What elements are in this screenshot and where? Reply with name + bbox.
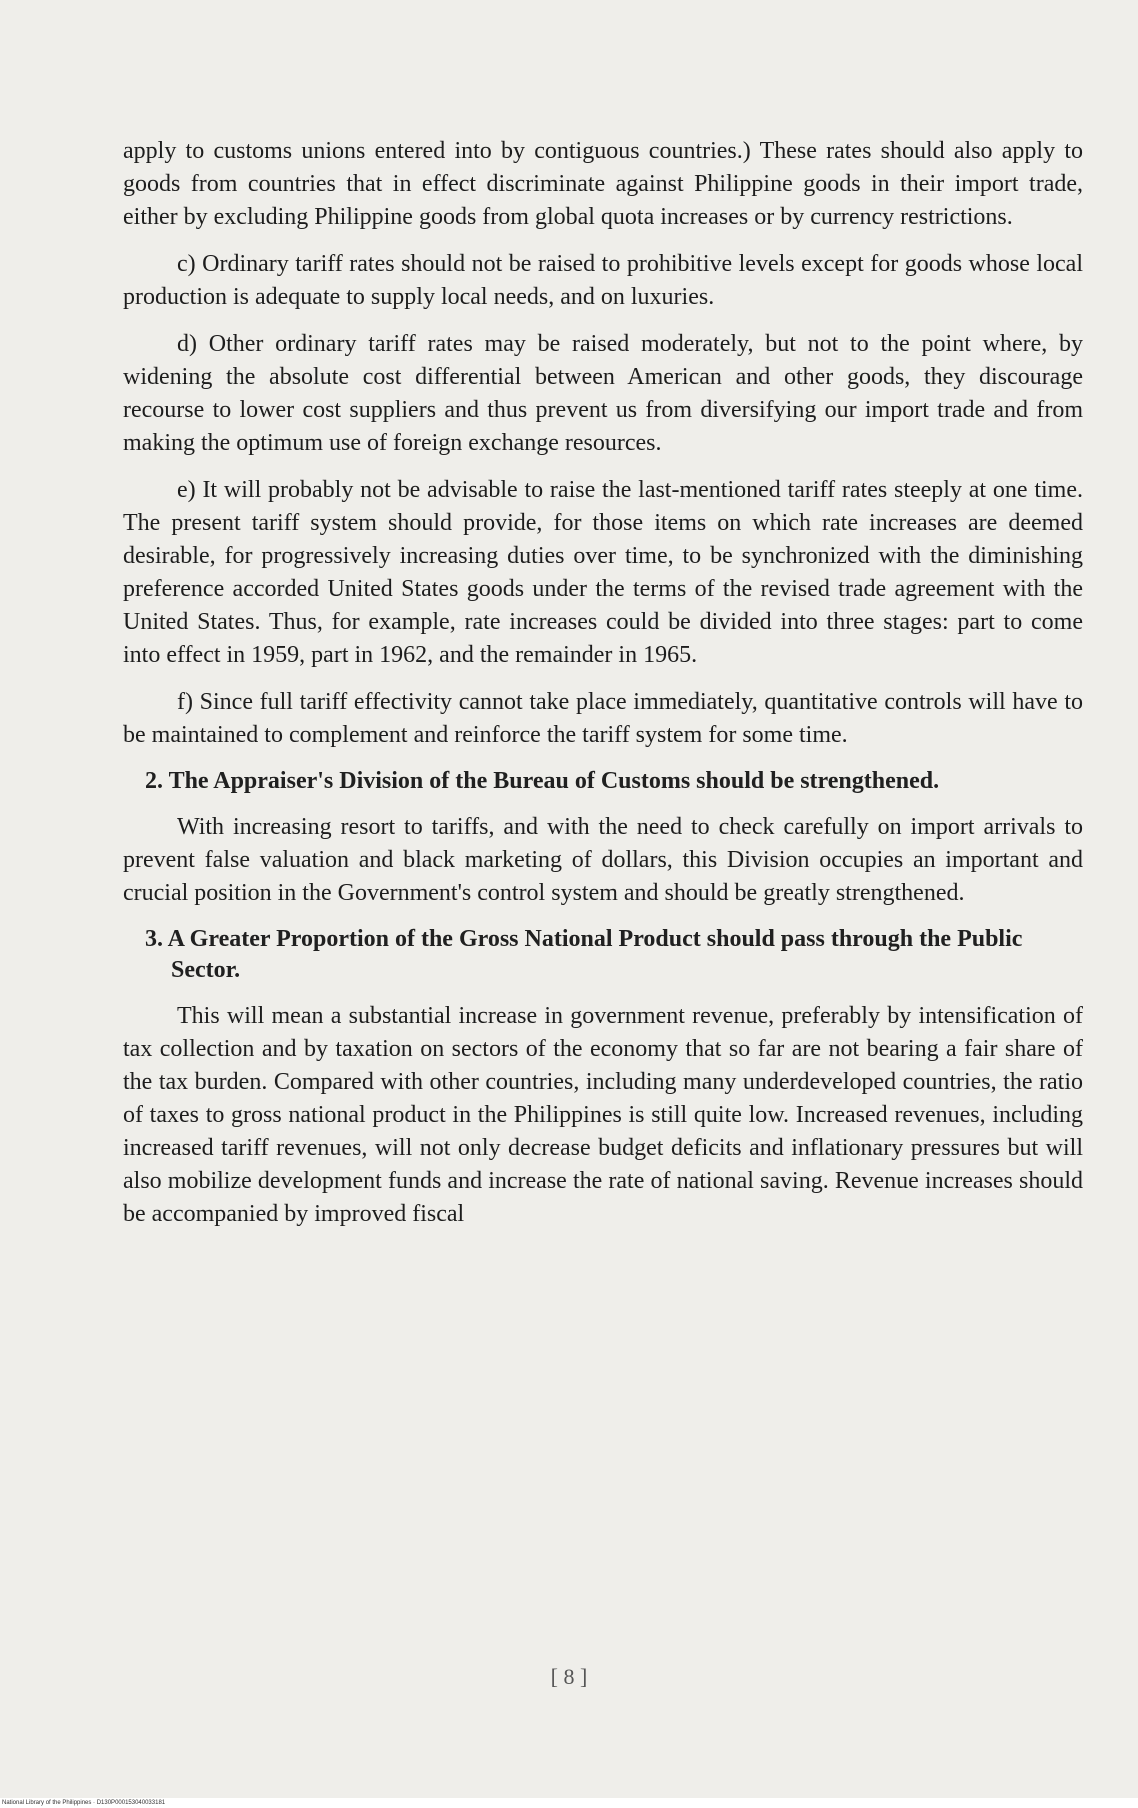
paragraph-c-ordinary-tariff: c) Ordinary tariff rates should not be raised to prohibitive levels except for goods whose local production is adequate to supply local needs, and on luxuries. xyxy=(123,251,1083,310)
paragraph-appraisers-division: With increasing resort to tariffs, and with the need to check carefully on import arrivals to prevent false valuation and black marketing of dollars, this Division occupies an important and crucial position in the Government's control system and should be greatly strengthened. xyxy=(123,814,1083,906)
footer-text: National Library of the Philippines · D130P000153040033181 xyxy=(2,1800,166,1806)
paragraph-d-other-tariff: d) Other ordinary tariff rates may be raised moderately, but not to the point where, by widening the absolute cost differential between American and other goods, they discourage recourse to lower cost suppliers and thus prevent us from diversifying our import trade and from making the optimum use of foreign exchange resources. xyxy=(123,331,1083,456)
scan-footer xyxy=(0,1798,1138,1808)
document-body xyxy=(123,135,1083,1245)
paragraph-customs-unions: apply to customs unions entered into by contiguous countries.) These rates should also apply to goods from countries that in effect discriminate against Philippine goods in their import trade, either by excluding Philippine goods from global quota increases or by currency restrictions. xyxy=(123,138,1083,230)
heading-appraisers-division: 2. The Appraiser's Division of the Bureau of Customs should be strengthened. xyxy=(145,768,940,794)
paragraph-e-tariff-steps: e) It will probably not be advisable to raise the last-mentioned tariff rates steeply at one time. The present tariff system should provide, for those items on which rate increases are deemed desirable, for progressively increasing duties over time, to be synchronized with the diminishing preference accorded United States goods under the terms of the revised trade agreement with the United States. Thus, for example, rate increases could be divided into three stages: part to come into effect in 1959, part in 1962, and the remainder in 1965. xyxy=(123,477,1083,668)
heading-public-sector: 3. A Greater Proportion of the Gross National Product should pass through the Public Sector. xyxy=(145,926,1023,983)
page-number: [ 8 ] xyxy=(550,1664,588,1689)
paragraph-f-quantitative-controls: f) Since full tariff effectivity cannot take place immediately, quantitative controls will have to be maintained to complement and reinforce the tariff system for some time. xyxy=(123,689,1083,748)
paragraph-public-sector: This will mean a substantial increase in government revenue, preferably by intensification of tax collection and by taxation on sectors of the economy that so far are not bearing a fair share of the tax burden. Compared with other countries, including many underdeveloped countries, the ratio of taxes to gross national product in the Philippines is still quite low. Increased revenues, including increased tariff revenues, will not only decrease budget deficits and inflationary pressures but will also mobilize development funds and increase the rate of national saving. Revenue increases should be accompanied by improved fiscal xyxy=(123,1003,1083,1227)
